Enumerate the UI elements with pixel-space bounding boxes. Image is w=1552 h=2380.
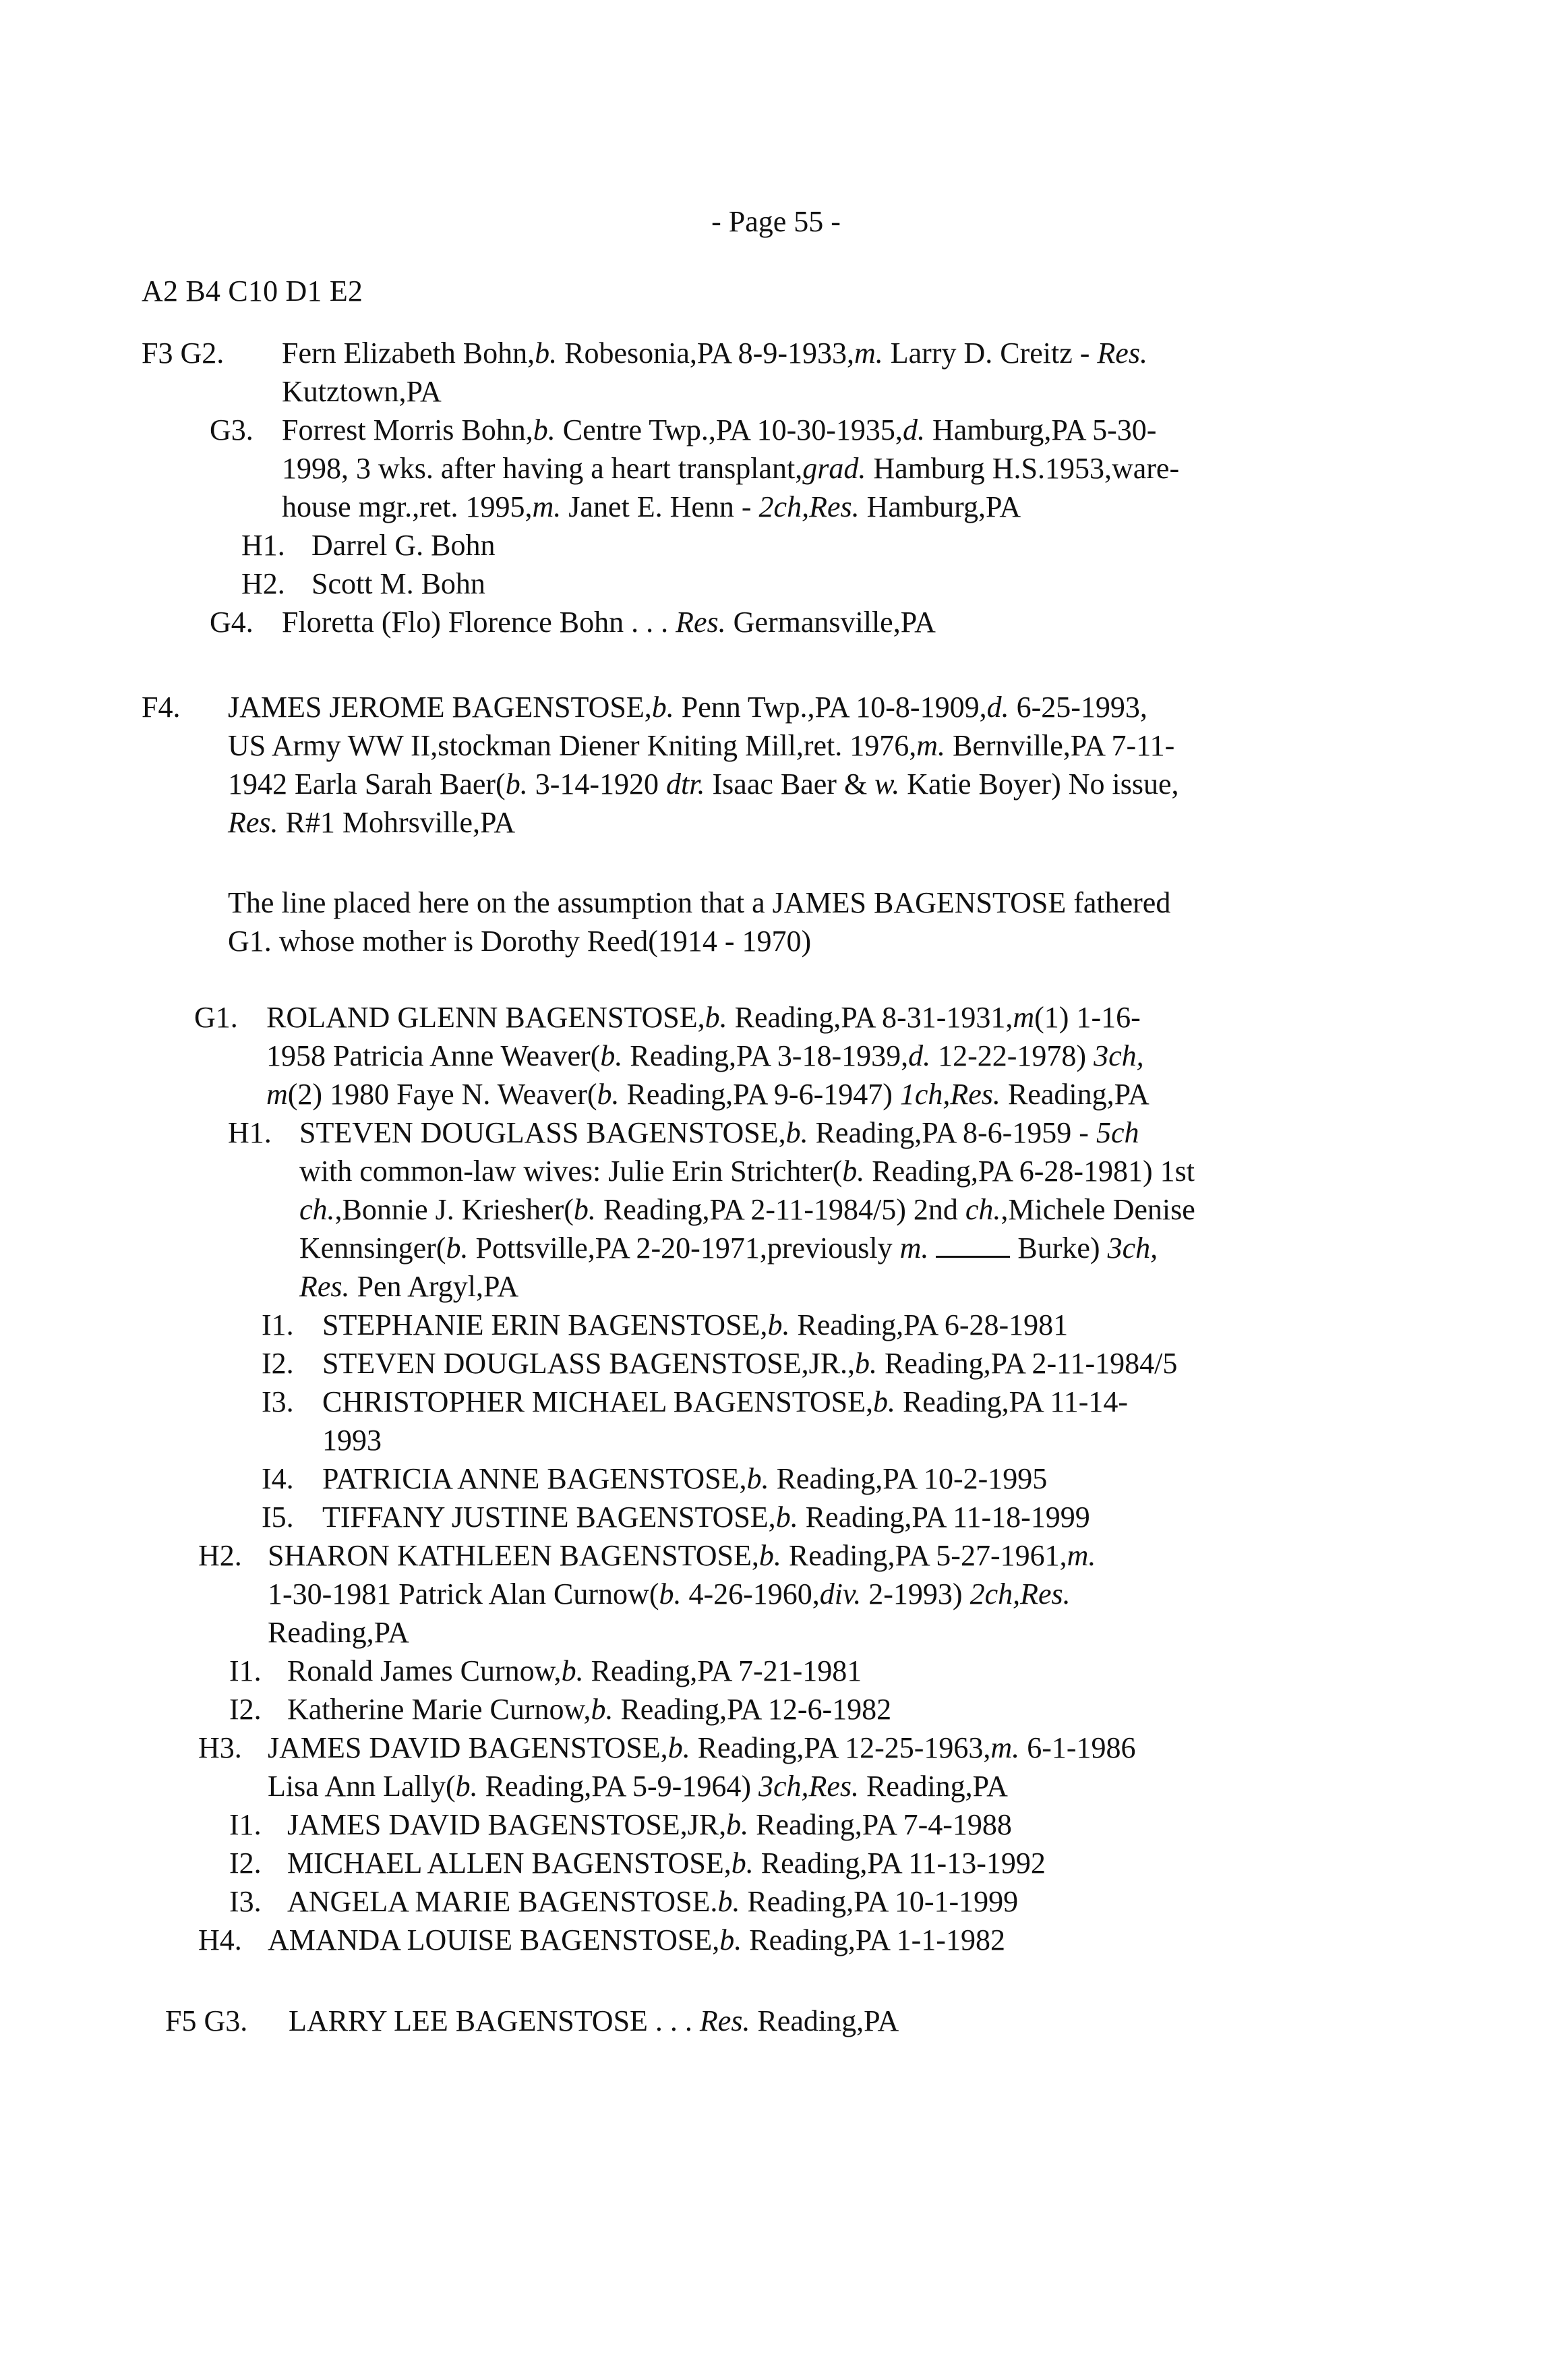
italic-abbrev: 2ch,Res. — [758, 490, 860, 523]
text-line: 1-30-1981 Patrick Alan Curnow(b. 4-26-1960,div. 2-1993) 2ch,Res. — [268, 1577, 1071, 1610]
italic-abbrev: m. — [990, 1731, 1020, 1764]
text-line: 1958 Patricia Anne Weaver(b. Reading,PA 3-18-1939,d. 12-22-1978) 3ch, — [266, 1039, 1144, 1072]
entry-label: H2. — [241, 567, 285, 600]
text-line: 1942 Earla Sarah Baer(b. 3-14-1920 dtr. Isaac Baer & w. Katie Boyer) No issue, — [228, 767, 1179, 801]
italic-abbrev: b. — [775, 1501, 798, 1534]
text-line: Ronald James Curnow,b. Reading,PA 7-21-1981 — [287, 1654, 862, 1687]
entry-label: I1. — [262, 1308, 294, 1341]
italic-abbrev: b. — [597, 1078, 620, 1111]
text-line: CHRISTOPHER MICHAEL BAGENSTOSE,b. Reading,PA 11-14- — [322, 1385, 1129, 1418]
text-line: with common-law wives: Julie Erin Strichter(b. Reading,PA 6-28-1981) 1st — [299, 1155, 1195, 1188]
page-header: - Page 55 - — [711, 205, 841, 238]
italic-abbrev: ch. — [965, 1193, 1001, 1226]
entry-label: H4. — [198, 1923, 242, 1956]
italic-abbrev: 3ch, — [1107, 1231, 1158, 1265]
text-line: JAMES DAVID BAGENSTOSE,b. Reading,PA 12-25-1963,m. 6-1-1986 — [268, 1731, 1136, 1764]
entry-label: H3. — [198, 1731, 242, 1764]
entry-text — [282, 603, 936, 641]
entry-text — [311, 564, 485, 603]
italic-abbrev: b. — [705, 1001, 727, 1034]
text-line: Res. Pen Argyl,PA — [299, 1270, 519, 1303]
italic-abbrev: b. — [505, 767, 528, 801]
italic-abbrev: 1ch,Res. — [899, 1078, 1001, 1111]
italic-abbrev: b. — [667, 1731, 690, 1764]
entry-label: I2. — [262, 1347, 294, 1380]
text-line: Res. R#1 Mohrsville,PA — [228, 806, 516, 839]
entry-text — [287, 1844, 1046, 1882]
text-line: MICHAEL ALLEN BAGENSTOSE,b. Reading,PA 11-13-1992 — [287, 1847, 1046, 1880]
italic-abbrev: Res. — [676, 606, 726, 639]
italic-abbrev: m. — [532, 490, 562, 523]
italic-abbrev: grad. — [802, 452, 866, 485]
text-line: LARRY LEE BAGENSTOSE . . . Res. Reading,PA — [289, 2004, 899, 2037]
italic-abbrev: b. — [651, 691, 674, 724]
text-line: Katherine Marie Curnow,b. Reading,PA 12-6-1982 — [287, 1693, 892, 1726]
entry-text — [311, 526, 496, 564]
text-line: 1993 — [322, 1424, 382, 1457]
note-text — [228, 883, 1170, 960]
text-line: JAMES DAVID BAGENSTOSE,JR,b. Reading,PA 7-4-1988 — [287, 1808, 1012, 1841]
entry-label: I2. — [229, 1847, 262, 1880]
text-line: AMANDA LOUISE BAGENSTOSE,b. Reading,PA 1-1-1982 — [268, 1923, 1005, 1956]
entry-label: F4. — [142, 691, 181, 724]
entry-text — [268, 1921, 1005, 1959]
entry-label: I4. — [262, 1462, 294, 1495]
entry-label: G4. — [210, 606, 253, 639]
italic-abbrev: Res. — [299, 1270, 350, 1303]
entry-text — [287, 1652, 862, 1690]
italic-abbrev: dtr. — [666, 767, 705, 801]
text-line: Kennsinger(b. Pottsville,PA 2-20-1971,previously m. Burke) 3ch, — [299, 1231, 1158, 1265]
entry-text — [228, 688, 1179, 842]
entry-label: I1. — [229, 1654, 262, 1687]
italic-abbrev: m. — [899, 1231, 929, 1265]
text-line: Forrest Morris Bohn,b. Centre Twp.,PA 10-30-1935,d. Hamburg,PA 5-30- — [282, 413, 1157, 446]
italic-abbrev: 2ch,Res. — [969, 1577, 1071, 1610]
text-line: Floretta (Flo) Florence Bohn . . . Res. Germansville,PA — [282, 606, 936, 639]
italic-abbrev: b. — [600, 1039, 623, 1072]
italic-abbrev: d. — [986, 691, 1009, 724]
text-line: ANGELA MARIE BAGENSTOSE.b. Reading,PA 10-1-1999 — [287, 1885, 1019, 1918]
italic-abbrev: b. — [746, 1462, 769, 1495]
italic-abbrev: b. — [717, 1885, 740, 1918]
entry-label: H1. — [228, 1116, 272, 1149]
entry-text — [266, 998, 1150, 1113]
italic-abbrev: d. — [908, 1039, 931, 1072]
entry-label: H2. — [198, 1539, 242, 1572]
italic-abbrev: m. — [1067, 1539, 1096, 1572]
text-line: STEVEN DOUGLASS BAGENSTOSE,b. Reading,PA 8-6-1959 - 5ch — [299, 1116, 1139, 1149]
text-line: Scott M. Bohn — [311, 567, 485, 600]
italic-abbrev: b. — [573, 1193, 596, 1226]
text-line: ch.,Bonnie J. Kriesher(b. Reading,PA 2-11-1984/5) 2nd ch.,Michele Denise — [299, 1193, 1195, 1226]
italic-abbrev: b. — [659, 1577, 682, 1610]
italic-abbrev: 3ch,Res. — [758, 1770, 860, 1803]
entry-label: G1. — [194, 1001, 238, 1034]
entry-text — [322, 1459, 1047, 1498]
italic-abbrev: w. — [874, 767, 900, 801]
text-line: PATRICIA ANNE BAGENSTOSE,b. Reading,PA 10-2-1995 — [322, 1462, 1048, 1495]
italic-abbrev: b. — [785, 1116, 808, 1149]
italic-abbrev: b. — [726, 1808, 749, 1841]
italic-abbrev: b. — [535, 337, 558, 370]
text-line: STEPHANIE ERIN BAGENSTOSE,b. Reading,PA 6-28-1981 — [322, 1308, 1069, 1341]
text-line: ROLAND GLENN BAGENSTOSE,b. Reading,PA 8-31-1931,m(1) 1-16- — [266, 1001, 1141, 1034]
italic-abbrev: Res. — [699, 2004, 750, 2037]
italic-abbrev: d. — [902, 413, 925, 446]
italic-abbrev: div. — [819, 1577, 862, 1610]
italic-abbrev: 3ch, — [1094, 1039, 1144, 1072]
text-line: G1. whose mother is Dorothy Reed(1914 - 1970) — [228, 925, 812, 958]
italic-abbrev: Res. — [228, 806, 278, 839]
italic-abbrev: b. — [731, 1847, 754, 1880]
entry-label: I5. — [262, 1501, 294, 1534]
text-line: Fern Elizabeth Bohn,b. Robesonia,PA 8-9-1933,m. Larry D. Creitz - Res. — [282, 337, 1147, 370]
lineage-code: A2 B4 C10 D1 E2 — [142, 274, 363, 308]
italic-abbrev: m. — [916, 729, 946, 762]
text-line: Darrel G. Bohn — [311, 529, 496, 562]
entry-label: I2. — [229, 1693, 262, 1726]
blank-underline — [936, 1231, 1010, 1258]
text-line: 1998, 3 wks. after having a heart transplant,grad. Hamburg H.S.1953,ware- — [282, 452, 1180, 485]
text-line: Kutztown,PA — [282, 375, 442, 408]
text-line: US Army WW II,stockman Diener Kniting Mill,ret. 1976,m. Bernville,PA 7-11- — [228, 729, 1175, 762]
entry-text — [287, 1690, 891, 1729]
italic-abbrev: ch. — [299, 1193, 335, 1226]
entry-text — [287, 1805, 1012, 1844]
italic-abbrev: b. — [533, 413, 556, 446]
entry-text — [287, 1882, 1018, 1921]
italic-abbrev: b. — [767, 1308, 790, 1341]
entry-text — [289, 2002, 899, 2040]
italic-abbrev: b. — [842, 1155, 865, 1188]
entry-label: I3. — [262, 1385, 294, 1418]
entry-label: I3. — [229, 1885, 262, 1918]
italic-abbrev: m — [1013, 1001, 1035, 1034]
entry-text — [282, 334, 1147, 411]
italic-abbrev: b. — [855, 1347, 878, 1380]
entry-label: H1. — [241, 529, 285, 562]
italic-abbrev: Res. — [1097, 337, 1147, 370]
entry-label: I1. — [229, 1808, 262, 1841]
text-line: STEVEN DOUGLASS BAGENSTOSE,JR.,b. Reading,PA 2-11-1984/5 — [322, 1347, 1178, 1380]
text-line: TIFFANY JUSTINE BAGENSTOSE,b. Reading,PA 11-18-1999 — [322, 1501, 1090, 1534]
entry-text — [322, 1306, 1068, 1344]
entry-label: F5 G3. — [165, 2004, 248, 2037]
entry-text — [322, 1383, 1128, 1459]
entry-text — [322, 1498, 1090, 1536]
entry-label: G3. — [210, 413, 253, 446]
text-line: JAMES JEROME BAGENSTOSE,b. Penn Twp.,PA 10-8-1909,d. 6-25-1993, — [228, 691, 1147, 724]
entry-label: F3 G2. — [142, 337, 225, 370]
italic-abbrev: b. — [561, 1654, 584, 1687]
entry-text — [322, 1344, 1177, 1383]
italic-abbrev: b. — [872, 1385, 895, 1418]
text-line: m(2) 1980 Faye N. Weaver(b. Reading,PA 9-6-1947) 1ch,Res. Reading,PA — [266, 1078, 1150, 1111]
entry-text — [268, 1536, 1096, 1652]
italic-abbrev: b. — [446, 1231, 469, 1265]
italic-abbrev: m — [266, 1078, 288, 1111]
italic-abbrev: b. — [758, 1539, 781, 1572]
entry-text — [299, 1113, 1195, 1306]
entry-text — [282, 411, 1179, 526]
text-line: Lisa Ann Lally(b. Reading,PA 5-9-1964) 3ch,Res. Reading,PA — [268, 1770, 1008, 1803]
italic-abbrev: m. — [854, 337, 883, 370]
italic-abbrev: 5ch — [1096, 1116, 1139, 1149]
text-line: The line placed here on the assumption that a JAMES BAGENSTOSE fathered — [228, 886, 1171, 919]
entry-text — [268, 1729, 1136, 1805]
italic-abbrev: b. — [591, 1693, 614, 1726]
italic-abbrev: b. — [455, 1770, 478, 1803]
text-line: house mgr.,ret. 1995,m. Janet E. Henn - 2ch,Res. Hamburg,PA — [282, 490, 1021, 523]
text-line: Reading,PA — [268, 1616, 409, 1649]
text-line: SHARON KATHLEEN BAGENSTOSE,b. Reading,PA 5-27-1961,m. — [268, 1539, 1096, 1572]
italic-abbrev: b. — [719, 1923, 742, 1956]
